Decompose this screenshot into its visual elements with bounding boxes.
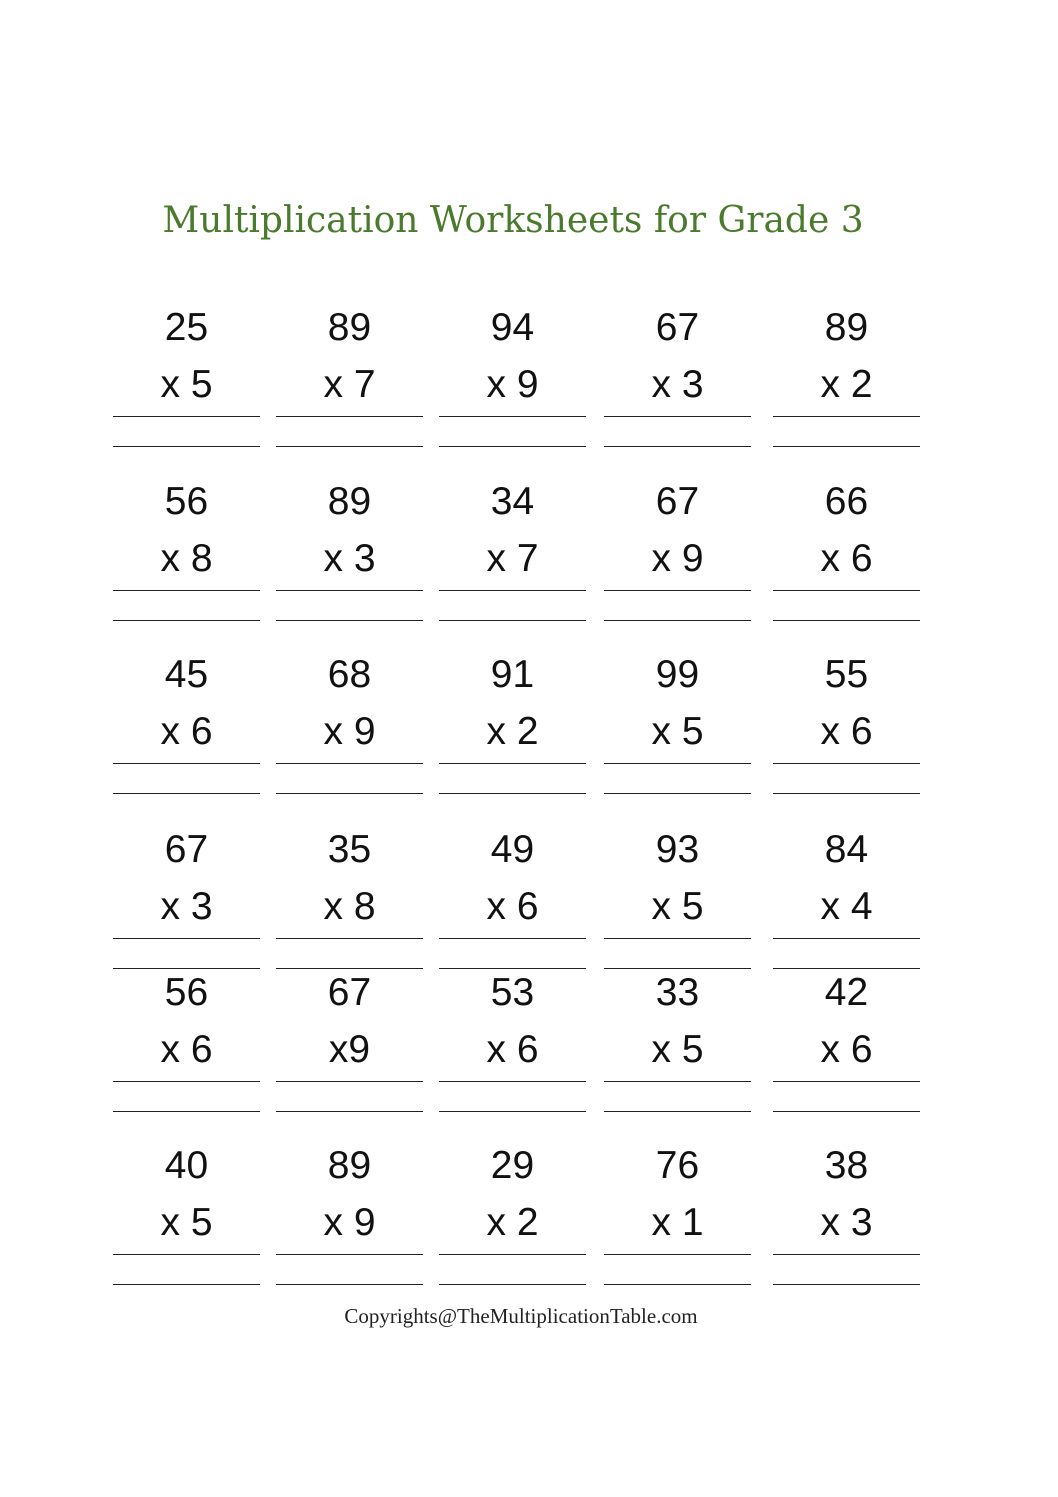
problem-rule-line (113, 1254, 260, 1255)
answer-line (276, 968, 423, 969)
multiplier: x 6 (486, 1028, 539, 1071)
answer-line (276, 793, 423, 794)
answer-line (604, 1284, 751, 1285)
multiplicand: 89 (327, 480, 372, 523)
multiplicand: 34 (490, 480, 535, 523)
problem-r4-c4 (604, 830, 751, 990)
answer-line (773, 968, 920, 969)
problem-r4-c3 (439, 830, 586, 990)
multiplier: x 2 (820, 363, 873, 406)
answer-line (113, 1111, 260, 1112)
problem-r3-c5 (773, 655, 920, 815)
multiplier: x 6 (820, 1028, 873, 1071)
problem-r4-c1 (113, 830, 260, 990)
multiplier: x 3 (820, 1201, 873, 1244)
multiplicand: 99 (655, 653, 700, 696)
answer-line (773, 1111, 920, 1112)
answer-line (439, 793, 586, 794)
multiplier: x 7 (486, 537, 539, 580)
multiplicand: 89 (824, 306, 869, 349)
problem-rule-line (113, 938, 260, 939)
multiplier: x 5 (160, 363, 213, 406)
multiplier: x 9 (651, 537, 704, 580)
problem-rule-line (113, 1081, 260, 1082)
multiplier: x 1 (651, 1201, 704, 1244)
problem-r5-c1 (113, 973, 260, 1133)
multiplicand: 93 (655, 828, 700, 871)
answer-line (604, 446, 751, 447)
problem-rule-line (773, 938, 920, 939)
answer-line (773, 446, 920, 447)
problem-rule-line (439, 938, 586, 939)
problem-r2-c4 (604, 482, 751, 642)
problem-rule-line (276, 1254, 423, 1255)
multiplicand: 94 (490, 306, 535, 349)
problem-r3-c4 (604, 655, 751, 815)
problem-r6-c4 (604, 1146, 751, 1306)
problem-rule-line (773, 590, 920, 591)
multiplicand: 67 (164, 828, 209, 871)
multiplicand: 76 (655, 1144, 700, 1187)
problem-r5-c4 (604, 973, 751, 1133)
answer-line (439, 1111, 586, 1112)
problem-rule-line (604, 938, 751, 939)
multiplier: x 6 (160, 710, 213, 753)
multiplicand: 66 (824, 480, 869, 523)
answer-line (113, 1284, 260, 1285)
problem-rule-line (439, 1254, 586, 1255)
problem-r5-c5 (773, 973, 920, 1133)
answer-line (604, 620, 751, 621)
problem-rule-line (276, 1081, 423, 1082)
multiplicand: 40 (164, 1144, 209, 1187)
multiplicand: 91 (490, 653, 535, 696)
multiplier: x 5 (651, 710, 704, 753)
multiplier: x 4 (820, 885, 873, 928)
problem-rule-line (439, 590, 586, 591)
answer-line (113, 620, 260, 621)
multiplier: x 7 (323, 363, 376, 406)
answer-line (773, 620, 920, 621)
answer-line (276, 1284, 423, 1285)
problem-rule-line (439, 416, 586, 417)
problem-r5-c3 (439, 973, 586, 1133)
multiplier: x 5 (651, 885, 704, 928)
problem-r2-c3 (439, 482, 586, 642)
multiplicand: 89 (327, 306, 372, 349)
problem-rule-line (276, 763, 423, 764)
problem-r6-c2 (276, 1146, 423, 1306)
problem-r2-c1 (113, 482, 260, 642)
multiplicand: 45 (164, 653, 209, 696)
multiplier: x 2 (486, 710, 539, 753)
answer-line (604, 1111, 751, 1112)
multiplicand: 49 (490, 828, 535, 871)
multiplier: x 2 (486, 1201, 539, 1244)
multiplier: x 6 (160, 1028, 213, 1071)
problem-rule-line (439, 763, 586, 764)
multiplier: x 9 (486, 363, 539, 406)
answer-line (276, 620, 423, 621)
problem-r3-c1 (113, 655, 260, 815)
multiplicand: 56 (164, 971, 209, 1014)
problem-r1-c2 (276, 308, 423, 468)
answer-line (276, 1111, 423, 1112)
problem-r4-c5 (773, 830, 920, 990)
multiplicand: 68 (327, 653, 372, 696)
multiplicand: 89 (327, 1144, 372, 1187)
answer-line (604, 968, 751, 969)
multiplier: x 8 (160, 537, 213, 580)
multiplicand: 35 (327, 828, 372, 871)
multiplicand: 56 (164, 480, 209, 523)
problem-rule-line (604, 416, 751, 417)
multiplier: x 5 (160, 1201, 213, 1244)
answer-line (439, 1284, 586, 1285)
multiplicand: 42 (824, 971, 869, 1014)
answer-line (113, 446, 260, 447)
problem-r1-c3 (439, 308, 586, 468)
answer-line (439, 446, 586, 447)
multiplier: x 6 (820, 537, 873, 580)
problem-r1-c4 (604, 308, 751, 468)
multiplier: x 6 (486, 885, 539, 928)
problem-rule-line (276, 590, 423, 591)
answer-line (439, 620, 586, 621)
problem-rule-line (439, 1081, 586, 1082)
multiplier: x 5 (651, 1028, 704, 1071)
multiplicand: 67 (655, 306, 700, 349)
answer-line (773, 793, 920, 794)
answer-line (773, 1284, 920, 1285)
multiplicand: 29 (490, 1144, 535, 1187)
answer-line (604, 793, 751, 794)
problem-r6-c1 (113, 1146, 260, 1306)
problem-r6-c5 (773, 1146, 920, 1306)
problem-rule-line (773, 1081, 920, 1082)
multiplicand: 53 (490, 971, 535, 1014)
multiplier: x9 (328, 1028, 371, 1071)
answer-line (439, 968, 586, 969)
problem-rule-line (773, 1254, 920, 1255)
multiplicand: 25 (164, 306, 209, 349)
problem-r2-c5 (773, 482, 920, 642)
multiplicand: 84 (824, 828, 869, 871)
problem-r1-c1 (113, 308, 260, 468)
problem-r3-c2 (276, 655, 423, 815)
problem-r1-c5 (773, 308, 920, 468)
problem-rule-line (773, 416, 920, 417)
multiplier: x 9 (323, 710, 376, 753)
problem-rule-line (113, 590, 260, 591)
multiplicand: 67 (327, 971, 372, 1014)
copyright-footer: Copyrights@TheMultiplicationTable.com (344, 1304, 698, 1328)
problem-rule-line (604, 590, 751, 591)
multiplicand: 55 (824, 653, 869, 696)
multiplicand: 67 (655, 480, 700, 523)
problem-rule-line (113, 763, 260, 764)
problem-rule-line (773, 763, 920, 764)
problem-r6-c3 (439, 1146, 586, 1306)
multiplier: x 3 (323, 537, 376, 580)
page-title: Multiplication Worksheets for Grade 3 (162, 200, 864, 241)
problem-rule-line (276, 416, 423, 417)
multiplier: x 9 (323, 1201, 376, 1244)
problem-r4-c2 (276, 830, 423, 990)
problem-r5-c2 (276, 973, 423, 1133)
multiplier: x 3 (651, 363, 704, 406)
answer-line (113, 793, 260, 794)
problem-rule-line (604, 1081, 751, 1082)
problem-rule-line (113, 416, 260, 417)
problem-rule-line (604, 1254, 751, 1255)
problem-rule-line (276, 938, 423, 939)
multiplier: x 6 (820, 710, 873, 753)
multiplicand: 33 (655, 971, 700, 1014)
problem-rule-line (604, 763, 751, 764)
multiplier: x 8 (323, 885, 376, 928)
answer-line (113, 968, 260, 969)
problem-r3-c3 (439, 655, 586, 815)
answer-line (276, 446, 423, 447)
problem-r2-c2 (276, 482, 423, 642)
multiplicand: 38 (824, 1144, 869, 1187)
multiplier: x 3 (160, 885, 213, 928)
